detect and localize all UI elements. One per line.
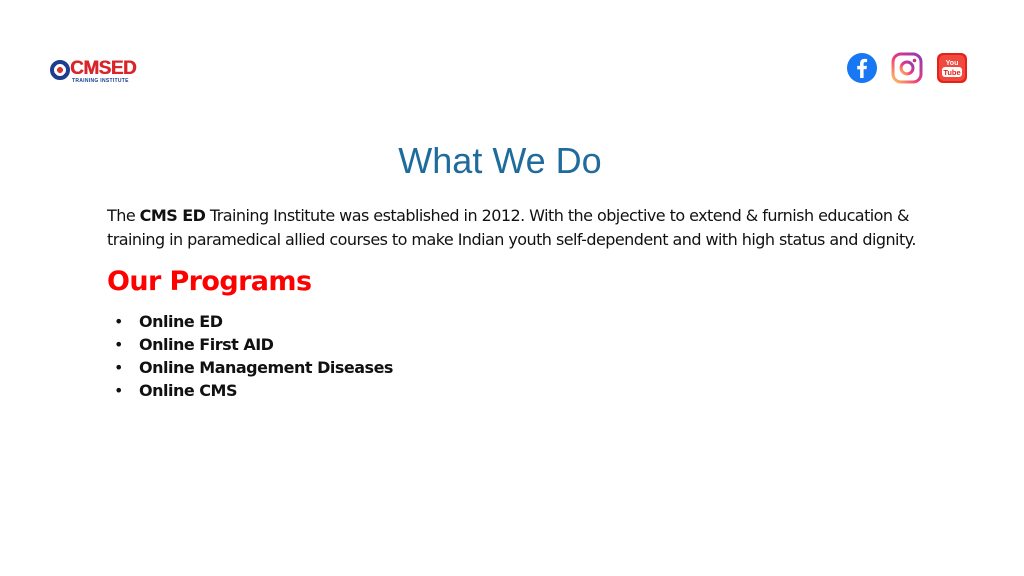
youtube-icon[interactable] xyxy=(936,52,968,84)
bullet-icon: • xyxy=(114,358,123,377)
program-item xyxy=(114,310,393,333)
program-label: Online CMS xyxy=(139,381,237,400)
program-label: Online ED xyxy=(139,312,223,331)
social-links xyxy=(846,52,968,84)
logo-emblem-icon xyxy=(50,60,70,80)
bullet-icon: • xyxy=(114,381,123,400)
bullet-icon: • xyxy=(114,335,123,354)
svg-text:Tube: Tube xyxy=(943,68,961,77)
page-title: What We Do xyxy=(398,140,602,181)
program-item xyxy=(114,356,393,379)
programs-heading: Our Programs xyxy=(107,266,312,297)
program-label: Online Management Diseases xyxy=(139,358,393,377)
logo-text: CMSED xyxy=(70,58,137,79)
bullet-icon: • xyxy=(114,312,123,331)
program-item xyxy=(114,333,393,356)
description-prefix: The xyxy=(107,206,140,225)
instagram-icon[interactable] xyxy=(891,52,923,84)
svg-text:You: You xyxy=(945,60,959,67)
description-text: Training Institute was established in 2012. With the objective to extend & furnish education & training in paramedical allied courses to make Indian youth self-dependent and with high status and dignity. xyxy=(107,206,916,249)
program-item xyxy=(114,379,393,402)
programs-list xyxy=(114,310,393,402)
cmsed-logo[interactable] xyxy=(50,58,137,88)
brand-name: CMS ED xyxy=(139,206,206,225)
facebook-icon[interactable] xyxy=(846,52,878,84)
program-label: Online First AID xyxy=(139,335,274,354)
description-paragraph xyxy=(107,204,967,252)
logo-subtext: TRAINING INSTITUTE xyxy=(72,78,129,84)
